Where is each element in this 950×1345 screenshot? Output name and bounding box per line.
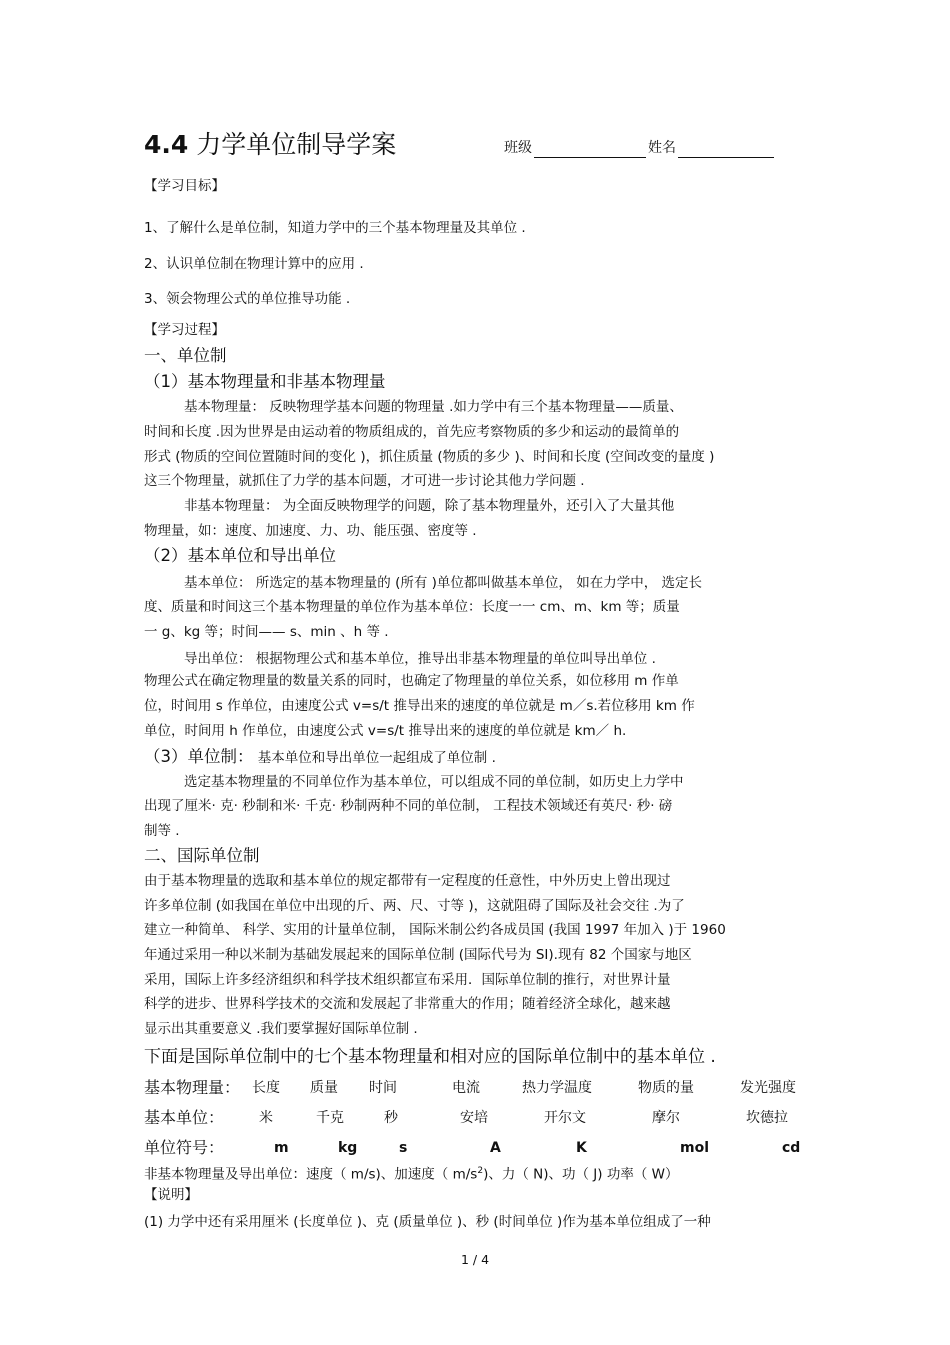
subsection-heading: （2）基本单位和导出单位 [144,546,336,565]
paragraph-line: 基本单位： 所选定的基本物理量的 (所有 )单位都叫做基本单位， 如在力学中， 选定长 [184,575,702,591]
goal-item: 1、了解什么是单位制，知道力学中的三个基本物理量及其单位 . [144,220,526,236]
section-heading: 一、单位制 [144,346,227,365]
table-cell: 发光强度 [740,1080,796,1096]
table-cell: 坎德拉 [746,1110,788,1126]
derived-units-text: )、力（ N)、功（ J) 功率（ W） [483,1166,679,1183]
table-cell: 千克 [316,1110,344,1126]
table-cell: m [274,1140,289,1156]
table-lead: 下面是国际单位制中的七个基本物理量和相对应的国际单位制中的基本单位 . [144,1047,716,1067]
paragraph-line: 时间和长度 .因为世界是由运动着的物质组成的，首先应考察物质的多少和运动的最简单的 [144,424,680,440]
page-title: 4.4 力学单位制导学案 [144,130,397,159]
paragraph-line: 由于基本物理量的选取和基本单位的规定都带有一定程度的任意性，中外历史上曾出现过 [144,873,671,889]
paragraph-line: 选定基本物理量的不同单位作为基本单位，可以组成不同的单位制，如历史上力学中 [184,774,684,790]
table-cell: cd [782,1140,801,1156]
paragraph-line: 采用，国际上许多经济组织和科学技术组织都宣布采用．国际单位制的推行，对世界计量 [144,972,671,988]
table-cell: 电流 [452,1080,480,1096]
table-cell: 摩尔 [652,1110,680,1126]
table-cell: 长度 [252,1080,280,1096]
table-cell: A [490,1140,501,1156]
goals-heading: 【学习目标】 [144,178,225,194]
class-blank [534,143,646,158]
subsection-line [144,746,496,768]
table-cell: s [399,1140,408,1156]
paragraph-line: 度、质量和时间这三个基本物理量的单位作为基本单位：长度一一 cm、m、km 等；质量 [144,599,680,615]
subsection-text: 基本单位和导出单位一起组成了单位制 . [253,750,496,766]
table-cell: 热力学温度 [522,1080,592,1096]
name-label: 姓名 [648,140,676,156]
paragraph-line: 单位，时间用 h 作单位，由速度公式 v=s/t 推导出来的速度的单位就是 km／ h. [144,723,627,739]
row-label: 基本物理量： [144,1078,241,1097]
paragraph-line: 许多单位制 (如我国在单位中出现的斤、两、尺、寸等 )，这就阻碍了国际及社会交往 .为了 [144,898,685,914]
table-cell: kg [338,1140,358,1156]
row-label: 基本单位： [144,1108,225,1127]
table-cell: 秒 [384,1110,398,1126]
class-label: 班级 [504,140,532,156]
row-label: 单位符号： [144,1138,225,1157]
subsection-heading: （3）单位制： [144,747,254,766]
paragraph-line: 物理量，如：速度、加速度、力、功、能压强、密度等 . [144,523,477,539]
paragraph-line: 位，时间用 s 作单位，由速度公式 v=s/t 推导出来的速度的单位就是 m／s.若位移用 km 作 [144,698,695,714]
goal-item: 2、认识单位制在物理计算中的应用 . [144,256,364,272]
table-cell: 开尔文 [544,1110,586,1126]
table-cell: 质量 [310,1080,338,1096]
paragraph-line: 建立一种简单、 科学、实用的计量单位制， 国际米制公约各成员国 (我国 1997 年加入 )于 1960 [144,922,726,938]
table-cell: 时间 [369,1080,397,1096]
derived-units-line [144,1162,678,1184]
goal-item: 3、领会物理公式的单位推导功能 . [144,291,351,307]
paragraph-line: 基本物理量： 反映物理学基本问题的物理量 .如力学中有三个基本物理量——质量、 [184,399,683,415]
table-cell: mol [680,1140,710,1156]
paragraph-line: 年通过采用一种以米制为基础发展起来的国际单位制 (国际代号为 SI).现有 82 个国家与地区 [144,947,692,963]
name-blank [678,143,774,158]
derived-units-text: 非基本物理量及导出单位：速度（ m/s)、加速度（ m/s [144,1166,478,1183]
table-cell: K [576,1140,587,1156]
title-row [144,128,824,162]
paragraph-line: 显示出其重要意义 .我们要掌握好国际单位制 . [144,1021,418,1037]
paragraph-line: 物理公式在确定物理量的数量关系的同时，也确定了物理量的单位关系，如位移用 m 作单 [144,673,679,689]
paragraph-line: 导出单位： 根据物理公式和基本单位，推导出非基本物理量的单位叫导出单位 . [184,651,656,667]
paragraph-line: 制等 . [144,823,180,839]
paragraph-line: 一 g、kg 等；时间—— s、min 、h 等 . [144,624,389,640]
note-heading: 【说明】 [144,1187,198,1203]
note-line: (1) 力学中还有采用厘米 (长度单位 )、克 (质量单位 )、秒 (时间单位 )作为基本单位组成了一种 [144,1214,711,1230]
subsection-heading: （1）基本物理量和非基本物理量 [144,372,386,391]
table-cell: 物质的量 [638,1080,694,1096]
paragraph-line: 科学的进步、世界科学技术的交流和发展起了非常重大的作用；随着经济全球化，越来越 [144,996,671,1012]
section-heading: 二、国际单位制 [144,846,260,865]
paragraph-line: 形式 (物质的空间位置随时间的变化 )，抓住质量 (物质的多少 )、时间和长度 (空间改变的量度 ) [144,449,715,465]
table-cell: 米 [259,1110,273,1126]
process-heading: 【学习过程】 [144,322,225,338]
superscript: 2 [477,1166,484,1176]
paragraph-line: 出现了厘米· 克· 秒制和米· 千克· 秒制两种不同的单位制， 工程技术领域还有英尺· 秒· 磅 [144,798,673,814]
page-number: 1 / 4 [460,1252,490,1267]
table-cell: 安培 [460,1110,488,1126]
class-name-fields [504,138,776,158]
paragraph-line: 这三个物理量，就抓住了力学的基本问题，才可进一步讨论其他力学问题 . [144,473,585,489]
paragraph-line: 非基本物理量： 为全面反映物理学的问题，除了基本物理量外，还引入了大量其他 [184,498,675,514]
